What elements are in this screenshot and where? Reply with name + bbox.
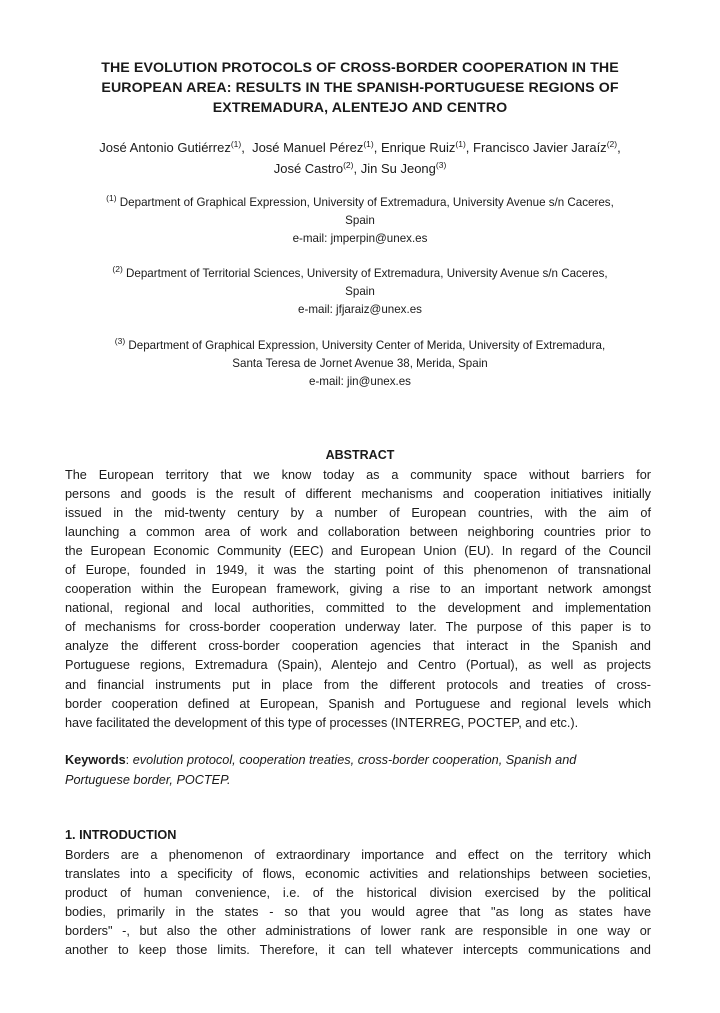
title-line: EXTREMADURA, ALENTEJO AND CENTRO xyxy=(212,100,508,116)
abstract-line: Portuguese regions, Extremadura (Spain), Alentejo and Centro (Portual), as well as projects xyxy=(65,658,651,673)
author-name: José Castro xyxy=(273,161,344,176)
abstract-line: issued in the mid-twenty century by a number of European countries, with the aim of xyxy=(65,506,651,521)
intro-line: borders" -, but also the other administrations of lower rank are responsible in one way or xyxy=(65,924,651,939)
author-affiliation-mark: (1) xyxy=(455,139,466,149)
affiliation-text: Department of Territorial Sciences, University of Extremadura, University Avenue s/n Caceres, xyxy=(126,267,608,280)
affiliation-mark: (1) xyxy=(106,193,117,203)
author-affiliation-mark: (2) xyxy=(606,139,618,149)
author-affiliation-mark: (1) xyxy=(363,139,374,149)
abstract-line: persons and goods is the result of different mechanisms and cooperation initiatives initially xyxy=(65,487,651,502)
title-line: THE EVOLUTION PROTOCOLS OF CROSS-BORDER COOPERATION IN THE xyxy=(101,60,619,76)
affiliation-line xyxy=(60,337,660,355)
affiliation-line: Spain xyxy=(345,285,375,298)
title-line: EUROPEAN AREA: RESULTS IN THE SPANISH-PORTUGUESE REGIONS OF xyxy=(101,80,619,96)
author-affiliation-mark: (2) xyxy=(343,160,354,170)
author-line: José Castro$^{(2)}$, Jin Su Jeong$^{(3)}$ xyxy=(273,160,447,176)
abstract-line: launching a common area of work and collaboration between neighboring countries prior to xyxy=(65,525,651,540)
abstract-line: The European territory that we know today as a community space without barriers for xyxy=(65,468,651,482)
affiliation-line: Spain xyxy=(345,214,375,227)
affiliation-text: Department of Graphical Expression, University Center of Merida, University of Extremadura, xyxy=(128,339,606,352)
introduction-body xyxy=(65,846,651,960)
author-name: Jin Su Jeong xyxy=(360,161,436,176)
affiliation-email: e-mail: jin@unex.es xyxy=(309,375,411,388)
paper-title xyxy=(70,58,650,118)
abstract-line: border cooperation defined at European, Spanish and Portuguese and regional levels which xyxy=(65,696,651,711)
section-heading-introduction: 1. INTRODUCTION xyxy=(65,828,177,842)
affiliation-line xyxy=(60,194,660,212)
author-affiliation-mark: (1) xyxy=(230,139,242,149)
abstract-line: of mechanisms for cross-border cooperation underway later. The purpose of this paper is to xyxy=(65,620,651,635)
abstract-line: cooperation within the European framework, giving a rise to an important network amongst xyxy=(65,582,651,597)
intro-line: Borders are a phenomenon of extraordinary importance and effect on the territory which xyxy=(65,848,651,862)
abstract-line: national, regional and local authorities, committed to the development and implementation xyxy=(65,601,651,616)
affiliation-block xyxy=(60,337,660,391)
affiliation-email: e-mail: jfjaraiz@unex.es xyxy=(298,303,422,316)
abstract-line: and financial instruments put in place from the different protocols and treaties of cross- xyxy=(65,677,651,692)
affiliation-email: e-mail: jmperpin@unex.es xyxy=(292,232,428,245)
abstract-line: of Europe, founded in 1949, it was the starting point of this phenomenon of transnational xyxy=(65,563,651,578)
affiliation-text: Department of Graphical Expression, University of Extremadura, University Avenue s/n Caceres, xyxy=(119,196,614,209)
author-list xyxy=(60,137,660,179)
abstract-body xyxy=(65,466,651,733)
intro-line: another to keep those limits. Therefore, it can tell whatever intercepts communications and xyxy=(65,943,651,958)
author-name: José Manuel Pérez xyxy=(252,140,364,155)
affiliation-block xyxy=(60,194,660,248)
author-affiliation-mark: (3) xyxy=(435,160,447,170)
keywords-line: Keywords: evolution protocol, cooperation treaties, cross-border cooperation, Spanish and xyxy=(65,753,577,767)
keywords-label: Keywords xyxy=(65,753,126,767)
keywords-line: Portuguese border, POCTEP. xyxy=(65,773,231,787)
keywords-text: evolution protocol, cooperation treaties, cross-border cooperation, Spanish and xyxy=(132,753,577,767)
affiliation-line: Santa Teresa de Jornet Avenue 38, Merida, Spain xyxy=(232,357,488,370)
affiliation-mark: (3) xyxy=(114,336,126,346)
author-name: Enrique Ruiz xyxy=(380,140,456,155)
author-name: José Antonio Gutiérrez xyxy=(99,140,231,155)
intro-line: translates into a specificity of flows, economic activities and relationships between societies, xyxy=(65,867,651,882)
intro-line: bodies, primarily in the states - so that you would agree that "as long as states have xyxy=(65,905,651,920)
intro-line: product of human convenience, i.e. of the historical division exercised by the political xyxy=(65,886,651,901)
abstract-line: the European Economic Community (EEC) and European Union (EU). In regard of the Council xyxy=(65,544,651,559)
keywords-block xyxy=(65,750,651,790)
author-line: José Antonio Gutiérrez$^{(1)}$, José Manuel Pérez$^{(1)}$, Enrique Ruiz$^{(1)}$, Francisco Javier Jaraíz$^{(2)}$, xyxy=(99,139,621,155)
affiliation-mark: (2) xyxy=(112,264,123,274)
author-name: Francisco Javier Jaraíz xyxy=(473,140,607,155)
abstract-heading: ABSTRACT xyxy=(325,448,395,462)
affiliation-block xyxy=(60,265,660,319)
abstract-line: analyze the different cross-border cooperation agencies that interact in the Spanish and xyxy=(65,639,651,654)
abstract-line: have facilitated the development of this type of processes (INTERREG, POCTEP, and etc.). xyxy=(65,715,579,730)
affiliation-line xyxy=(60,265,660,283)
